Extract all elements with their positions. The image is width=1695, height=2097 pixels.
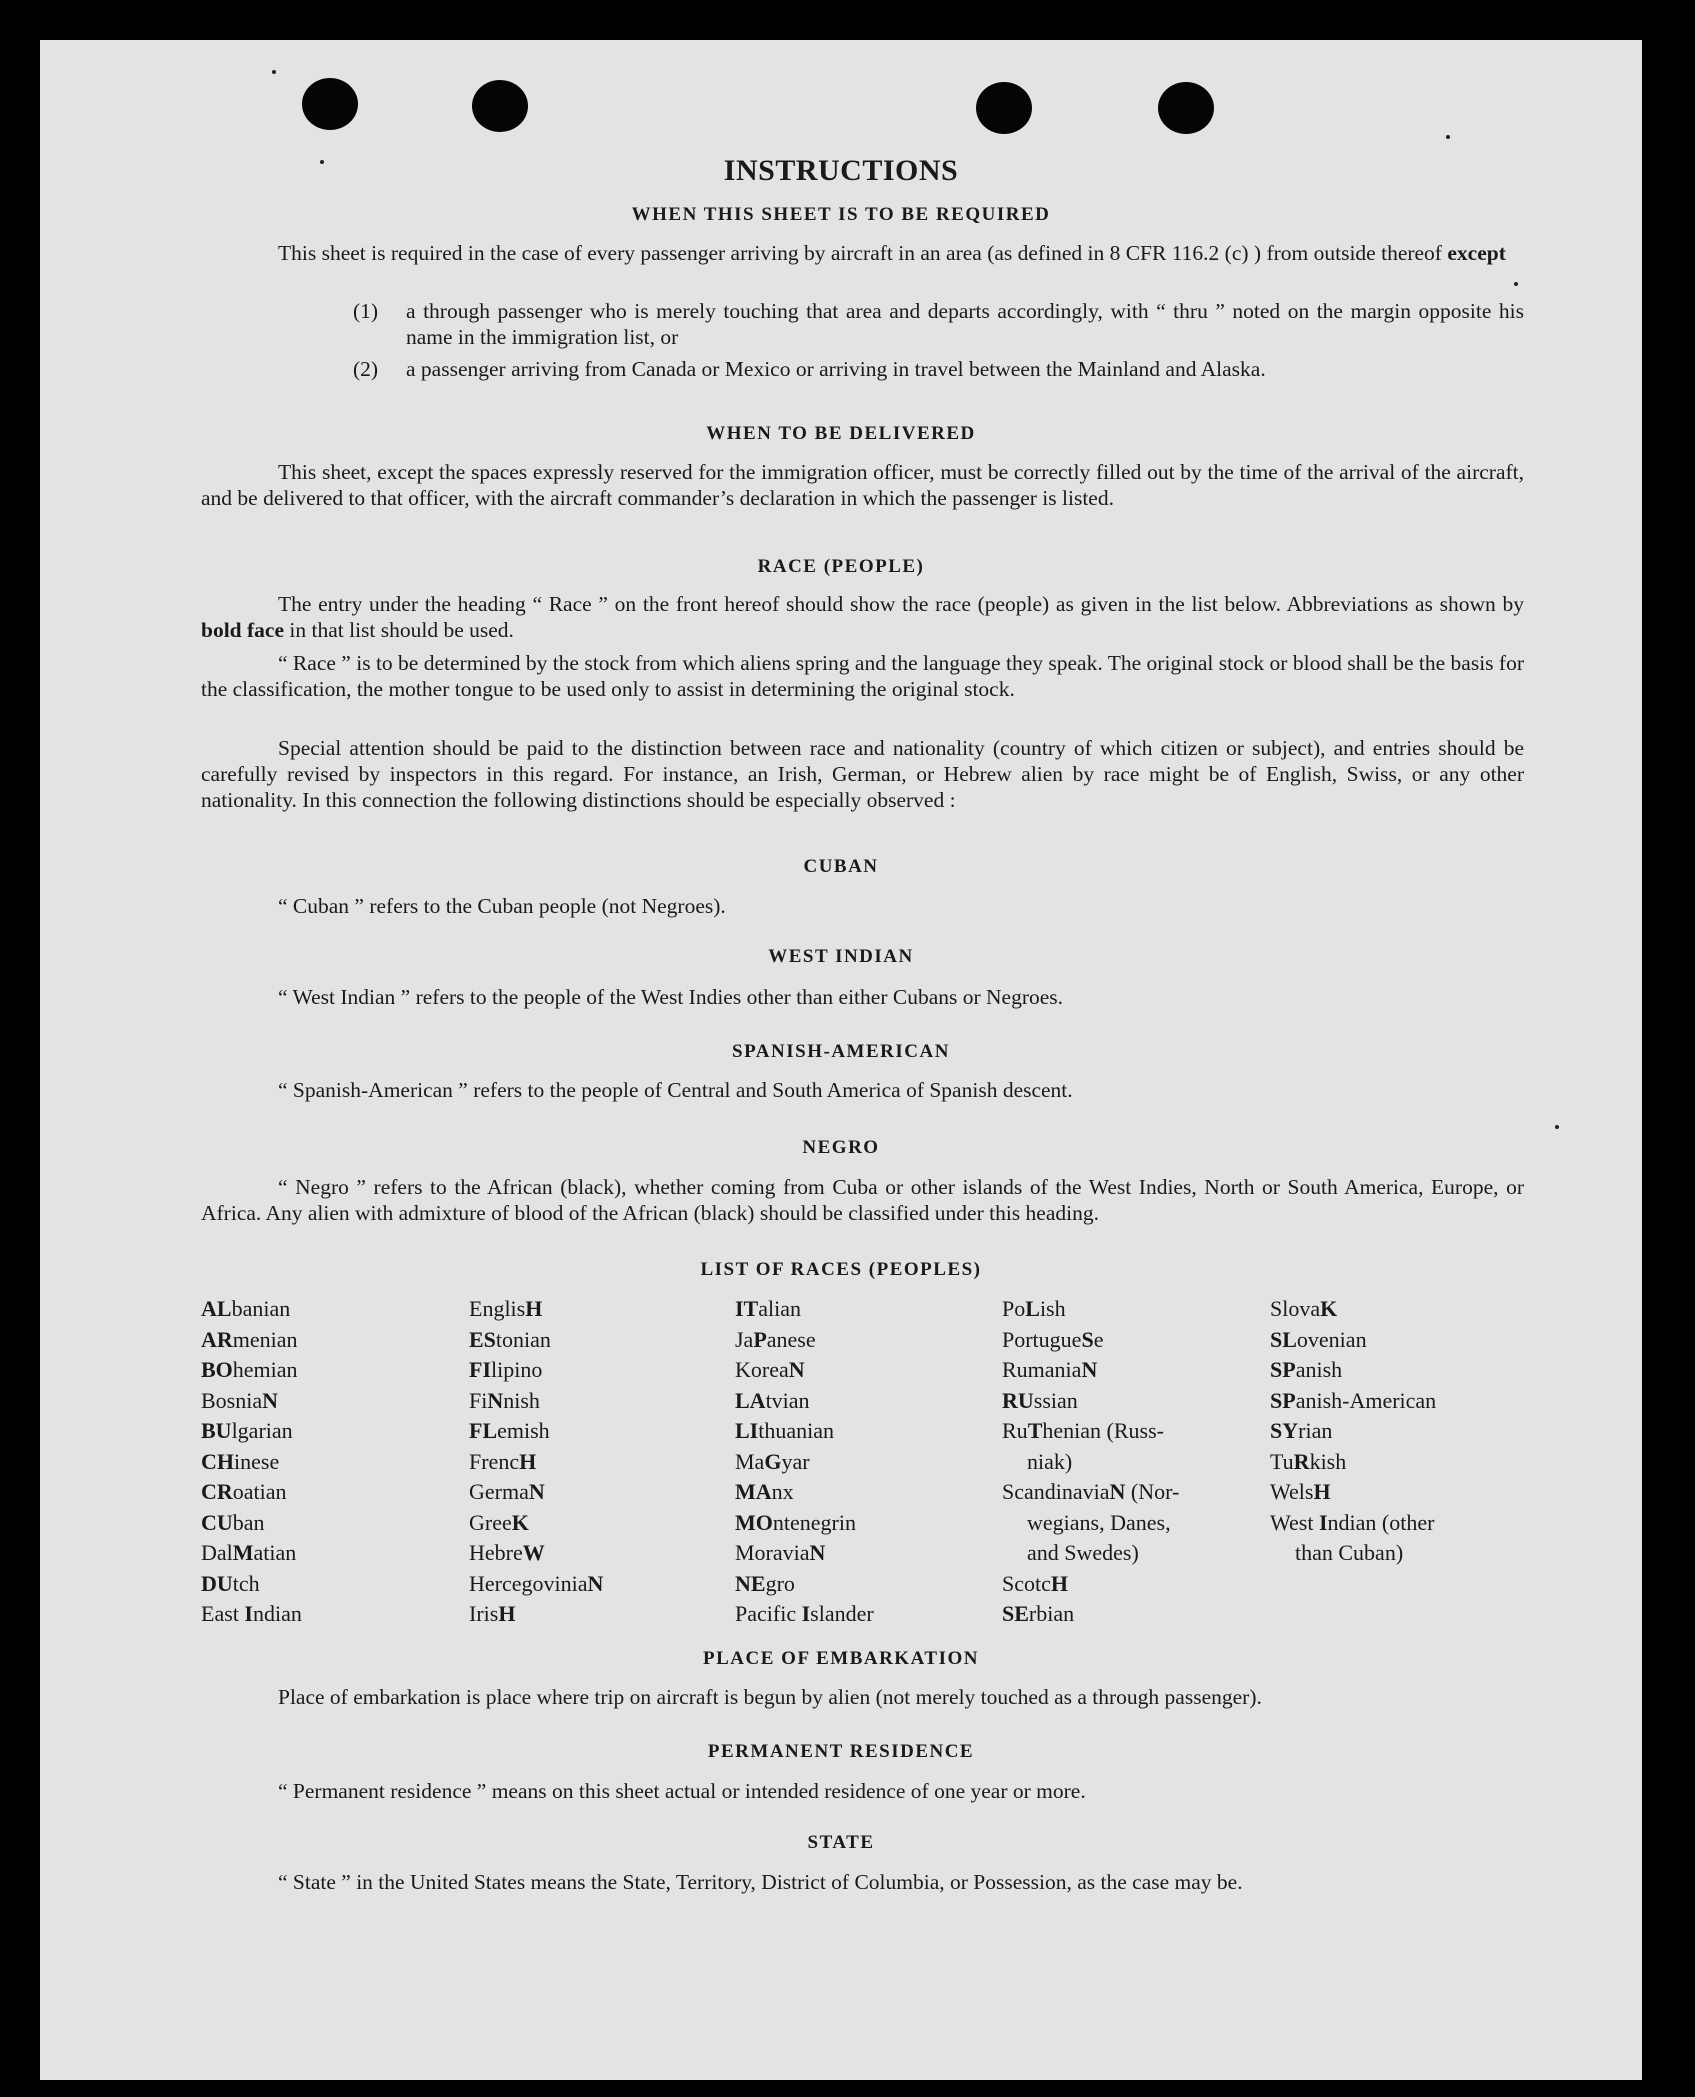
race-entry: HercegoviniaN xyxy=(469,1570,604,1596)
residence-text: “ Permanent residence ” means on this sheet actual or intended residence of one year or more. xyxy=(278,1779,1086,1803)
race-entry: FrencH xyxy=(469,1448,537,1474)
race-entry: CRoatian xyxy=(201,1479,287,1504)
race-entry: IrisH xyxy=(469,1601,516,1626)
race-entry: and Swedes) xyxy=(1027,1540,1139,1565)
race-entry: RumaniaN xyxy=(1002,1357,1098,1382)
race-entry: SPanish-American xyxy=(1270,1387,1437,1413)
race-entry: DalMatian xyxy=(201,1540,297,1565)
heading-delivered: WHEN TO BE DELIVERED xyxy=(706,423,976,444)
heading-required: WHEN THIS SHEET IS TO BE REQUIRED xyxy=(631,204,1051,225)
race-entry: MoraviaN xyxy=(735,1540,826,1565)
delivered-text: This sheet, except the spaces expressly reserved for the immigration officer, must be correctly filled out by the time of the arrival of the aircraft, and be delivered to that officer, with the aircraft commander’s declaration in which the passenger is listed. xyxy=(201,460,1524,510)
race-entry: KoreaN xyxy=(735,1357,805,1382)
race-entry: ALbanian xyxy=(201,1296,291,1321)
race-entry: West Indian (other xyxy=(1270,1509,1435,1535)
race-entry: MaGyar xyxy=(735,1448,810,1474)
race-entry: BosniaN xyxy=(201,1387,279,1413)
race-entry: Pacific Islander xyxy=(735,1601,874,1626)
race-entry: DUtch xyxy=(201,1570,260,1596)
race-p2: “ Race ” is to be determined by the stock from which aliens spring and the language they speak. The original stock or blood shall be the basis for the classification, the mother tongue to be used only to assist in determining the original stock. xyxy=(201,651,1524,701)
race-entry: JaPanese xyxy=(735,1326,816,1352)
punch-hole xyxy=(976,82,1032,134)
race-entry: RuThenian (Russ- xyxy=(1002,1418,1164,1443)
heading-state: STATE xyxy=(807,1832,875,1853)
heading-cuban: CUBAN xyxy=(803,856,879,877)
race-entry: NEgro xyxy=(735,1570,795,1596)
race-entry: ScandinaviaN (Nor- xyxy=(1002,1479,1180,1504)
race-entry: FLemish xyxy=(469,1418,550,1443)
race-entry: EStonian xyxy=(469,1326,551,1352)
race-entry: TuRkish xyxy=(1270,1448,1347,1474)
races-column-5 xyxy=(1270,1294,1436,1569)
punch-hole xyxy=(302,78,358,130)
race-entry: SlovaK xyxy=(1270,1296,1338,1321)
heading-permanent-residence: PERMANENT RESIDENCE xyxy=(707,1741,975,1762)
race-entry: WelsH xyxy=(1270,1479,1331,1504)
state-text: “ State ” in the United States means the State, Territory, District of Columbia, or Possession, as the case may be. xyxy=(278,1870,1243,1894)
race-entry: PortugueSe xyxy=(1002,1326,1104,1352)
race-entry: SLovenian xyxy=(1270,1326,1367,1352)
negro-text: “ Negro ” refers to the African (black), whether coming from Cuba or other islands of the West Indies, North or South America, Europe, or Africa. Any alien with admixture of blood of the African (black) should be classified under this heading. xyxy=(201,1175,1524,1225)
race-entry: MAnx xyxy=(735,1479,794,1504)
race-entry: East Indian xyxy=(201,1601,302,1626)
heading-list-of-races: LIST OF RACES (PEOPLES) xyxy=(700,1259,982,1280)
race-entry: BOhemian xyxy=(201,1357,298,1382)
race-entry: MOntenegrin xyxy=(735,1509,856,1535)
races-column-4 xyxy=(1002,1294,1179,1630)
race-entry: FIlipino xyxy=(469,1357,543,1382)
race-entry: ScotcH xyxy=(1002,1570,1069,1596)
heading-embarkation: PLACE OF EMBARKATION xyxy=(703,1648,979,1669)
race-entry: ARmenian xyxy=(201,1326,298,1352)
heading-west-indian: WEST INDIAN xyxy=(768,946,914,967)
race-entry: niak) xyxy=(1027,1448,1073,1474)
speck xyxy=(1514,282,1518,286)
heading-negro: NEGRO xyxy=(802,1137,880,1158)
race-p1: The entry under the heading “ Race ” on the front hereof should show the race (people) as given in the list below. Abbreviations as shown by bold face in that list should be used. xyxy=(201,592,1524,642)
page-title: INSTRUCTIONS xyxy=(723,154,959,187)
punch-hole xyxy=(472,80,528,132)
race-entry: ITalian xyxy=(735,1296,802,1321)
race-entry: LAtvian xyxy=(735,1387,810,1413)
race-entry: PoLish xyxy=(1002,1296,1066,1321)
west-indian-text: “ West Indian ” refers to the people of the West Indies other than either Cubans or Negroes. xyxy=(278,985,1064,1009)
spanish-american-text: “ Spanish-American ” refers to the people of Central and South America of Spanish descent. xyxy=(278,1078,1073,1102)
race-entry: SErbian xyxy=(1002,1601,1075,1626)
races-column-1 xyxy=(201,1294,302,1630)
races-column-3 xyxy=(735,1294,874,1630)
race-entry: SYrian xyxy=(1270,1418,1333,1443)
race-entry: GreeK xyxy=(469,1509,529,1535)
race-entry: EnglisH xyxy=(469,1296,543,1321)
punch-hole xyxy=(1158,82,1214,134)
race-entry: CHinese xyxy=(201,1448,280,1474)
race-entry: wegians, Danes, xyxy=(1027,1509,1171,1535)
race-entry: SPanish xyxy=(1270,1357,1343,1382)
race-entry: RUssian xyxy=(1002,1387,1078,1413)
exception-item-1: (1) a through passenger who is merely touching that area and departs accordingly, with “ thru ” noted on the margin opposite his name in the immigration list, or xyxy=(353,299,1524,349)
race-entry: than Cuban) xyxy=(1295,1540,1404,1565)
exception-item-2: (2) a passenger arriving from Canada or Mexico or arriving in travel between the Mainland and Alaska. xyxy=(353,357,1266,381)
heading-race: RACE (PEOPLE) xyxy=(757,556,925,577)
cuban-text: “ Cuban ” refers to the Cuban people (not Negroes). xyxy=(278,894,726,918)
race-entry: BUlgarian xyxy=(201,1418,293,1443)
race-entry: GermaN xyxy=(469,1479,545,1504)
heading-spanish-american: SPANISH-AMERICAN xyxy=(732,1041,950,1062)
speck xyxy=(1446,135,1450,139)
document-sheet xyxy=(40,40,1642,2080)
speck xyxy=(1555,1125,1559,1129)
race-entry: FiNnish xyxy=(469,1387,540,1413)
embarkation-text: Place of embarkation is place where trip on aircraft is begun by alien (not merely touched as a through passenger). xyxy=(278,1685,1262,1709)
race-entry: HebreW xyxy=(469,1540,545,1565)
race-p3: Special attention should be paid to the distinction between race and nationality (country of which citizen or subject), and entries should be carefully revised by inspectors in this regard. For instance, an Irish, German, or Hebrew alien by race might be of English, Swiss, or any other nationality. In this connection the following distinctions should be especially observed : xyxy=(201,736,1524,812)
race-entry: LIthuanian xyxy=(735,1418,835,1443)
races-column-2 xyxy=(469,1294,603,1630)
race-entry: CUban xyxy=(201,1509,265,1535)
speck xyxy=(272,70,276,74)
required-intro: This sheet is required in the case of every passenger arriving by aircraft in an area (as defined in 8 CFR 116.2 (c) ) from outside thereof except xyxy=(278,241,1506,265)
